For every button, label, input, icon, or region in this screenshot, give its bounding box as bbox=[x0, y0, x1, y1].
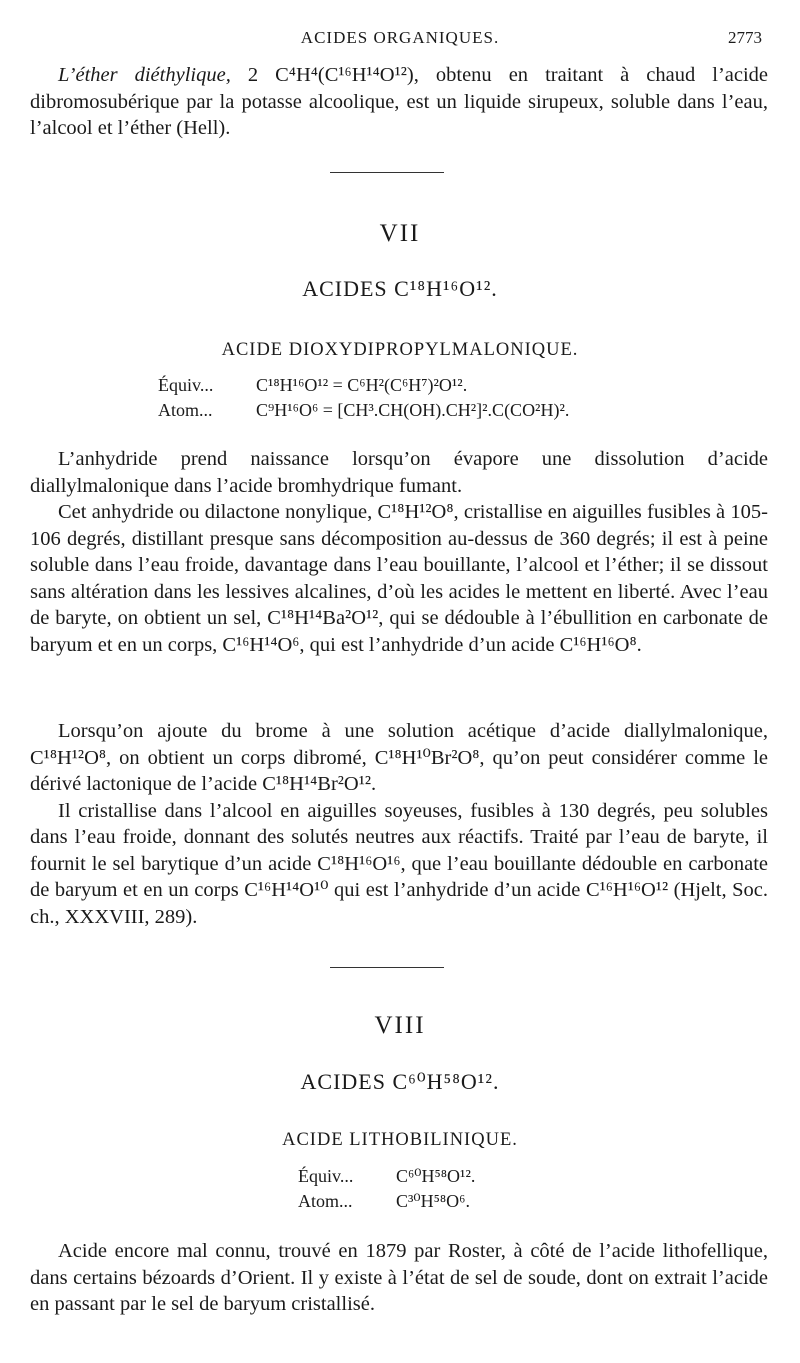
paragraph: Il cristallise dans l’alcool en aiguilles soyeuses, fusibles à 130 degrés, peu solubles dans l’eau froide, donnant des solutés neutres aux réactifs. Traité par l’eau de baryte, il fournit le sel barytique d’un acide C¹⁸H¹⁶O¹⁶, que l’eau bouillante dédouble en carbonate de baryum et en un corps C¹⁶H¹⁴O¹⁰ qui est l’anhydride d’un acide C¹⁶H¹⁶O¹² (Hjelt, Soc. ch., XXXVIII, 289). bbox=[30, 799, 768, 928]
section-vii-body-2 bbox=[30, 718, 768, 930]
section-viii-numeral: VIII bbox=[374, 1012, 426, 1039]
section-vii-body-1 bbox=[30, 446, 768, 658]
running-head bbox=[0, 28, 800, 52]
paragraph: Lorsqu’on ajoute du brome à une solution acétique d’acide diallylmalonique, C¹⁸H¹²O⁸, on obtient un corps dibromé, C¹⁸H¹⁰Br²O⁸, qu’on peut considérer comme le dérivé lactonique de l’acide C¹⁸H¹⁴Br²O¹². bbox=[30, 720, 768, 795]
running-title: ACIDES ORGANIQUES. bbox=[300, 28, 500, 47]
paragraph: Acide encore mal connu, trouvé en 1879 par Roster, à côté de l’acide lithofellique, dans certains bézoards d’Orient. Il y existe à l’état de sel de soude, dont on extrait l’acide en passant par le sel de baryum cristallisé. bbox=[30, 1240, 768, 1315]
section-divider bbox=[330, 172, 444, 173]
equiv-label: Équiv... bbox=[158, 375, 214, 395]
atom-formula: C³⁰H⁵⁸O⁶. bbox=[396, 1191, 470, 1211]
page-number: 2773 bbox=[728, 28, 762, 47]
section-viii-body bbox=[30, 1238, 768, 1318]
section-vii-acid-name: ACIDE DIOXYDIPROPYLMALONIQUE. bbox=[221, 340, 579, 360]
section-vii-atom-row bbox=[158, 400, 569, 421]
atom-label: Atom... bbox=[158, 400, 213, 420]
section-divider bbox=[330, 967, 444, 968]
equiv-formula: C¹⁸H¹⁶O¹² = C⁶H²(C⁶H⁷)²O¹². bbox=[256, 375, 468, 395]
equiv-formula: C⁶⁰H⁵⁸O¹². bbox=[396, 1166, 476, 1186]
paragraph: L’anhydride prend naissance lorsqu’on évapore une dissolution d’acide diallylmalonique dans l’acide bromhydrique fumant. bbox=[30, 448, 768, 497]
ether-text: obtenu en traitant à chaud l’acide dibromosubérique par la potasse alcoolique, est un liquide sirupeux, soluble dans l’eau, l’alcool et l’éther (Hell). bbox=[30, 64, 769, 139]
section-viii-acid-name: ACIDE LITHOBILINIQUE. bbox=[282, 1130, 518, 1150]
atom-formula: C⁹H¹⁶O⁶ = [CH³.CH(OH).CH²]².C(CO²H)². bbox=[256, 400, 570, 420]
section-vii-equiv-row bbox=[158, 375, 467, 396]
section-viii-equiv-row bbox=[298, 1166, 475, 1187]
ether-formula: 2 C⁴H⁴(C¹⁶H¹⁴O¹²), bbox=[247, 64, 419, 86]
equiv-label: Équiv... bbox=[298, 1166, 354, 1186]
section-vii-title: ACIDES C¹⁸H¹⁶O¹². bbox=[302, 276, 498, 301]
section-vii-numeral: VII bbox=[379, 220, 421, 247]
section-viii-atom-row bbox=[298, 1191, 470, 1212]
paragraph: Cet anhydride ou dilactone nonylique, C¹⁸H¹²O⁸, cristallise en aiguilles fusibles à 105-106 degrés, distillant presque sans décomposition au-dessus de 360 degrés; il est à peine soluble dans l’eau froide, davantage dans l’eau bouillante, l’alcool et l’éther; il se dissout sans altération dans les lessives alcalines, d’où les acides le mettent en liberté. Avec l’eau de baryte, on obtient un sel, C¹⁸H¹⁴Ba²O¹², qui se dédouble à l’ébullition en carbonate de baryum et en un corps, C¹⁶H¹⁴O⁶, qui est l’anhydride d’un acide C¹⁶H¹⁶O⁸. bbox=[30, 501, 768, 656]
section-viii-title: ACIDES C⁶⁰H⁵⁸O¹². bbox=[300, 1069, 500, 1094]
ether-term: L’éther diéthylique, bbox=[58, 64, 231, 86]
atom-label: Atom... bbox=[298, 1191, 353, 1211]
paragraph-ether bbox=[30, 62, 768, 142]
